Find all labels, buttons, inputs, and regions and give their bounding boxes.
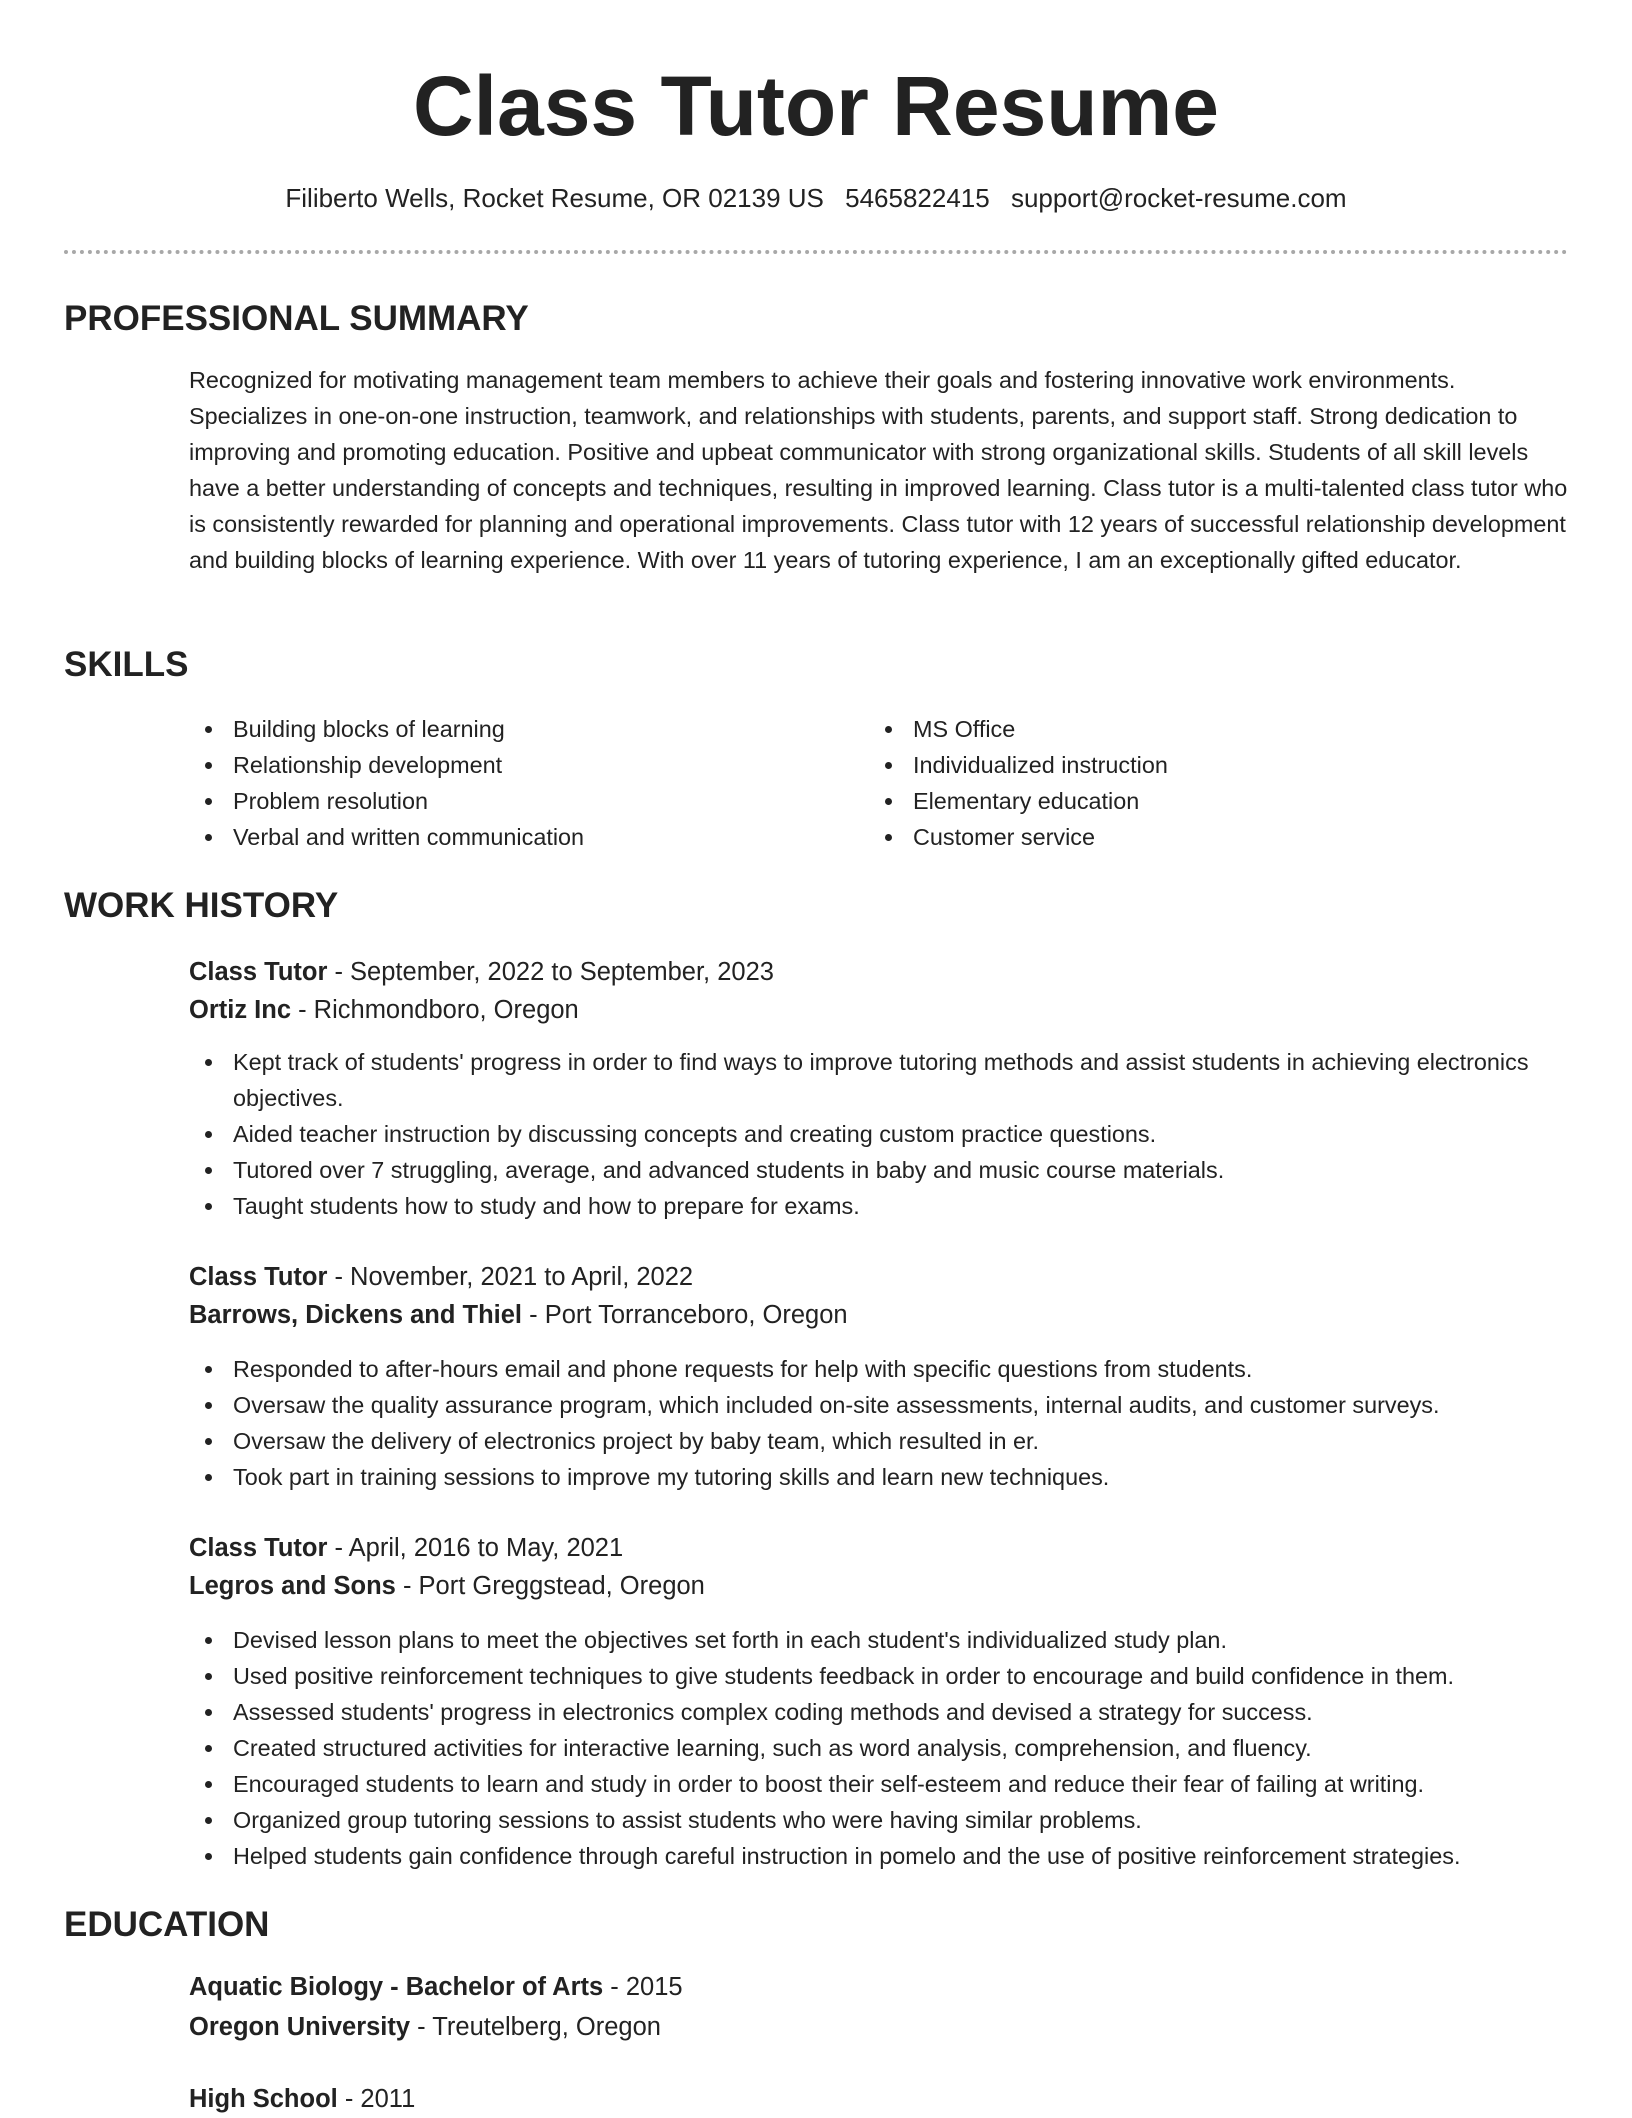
- job-bullet: Assessed students' progress in electronics complex coding methods and devised a strategy for success.: [189, 1694, 1609, 1730]
- job-bullet: Oversaw the delivery of electronics project by baby team, which resulted in er.: [189, 1423, 1589, 1459]
- education-school-line: [189, 2008, 1569, 2046]
- job-bullet: Aided teacher instruction by discussing concepts and creating custom practice questions.: [189, 1116, 1589, 1152]
- contact-address: Filiberto Wells, Rocket Resume, OR 02139 US: [285, 183, 824, 213]
- skills-column-right: [869, 711, 1509, 855]
- job-title: Class Tutor: [189, 958, 328, 986]
- education-school: Oregon University: [189, 2013, 411, 2041]
- job-company-line: [189, 991, 1569, 1029]
- education-degree: High School: [189, 2085, 338, 2113]
- job-entry: [189, 1258, 1569, 1334]
- job-bullet: Responded to after-hours email and phone requests for help with specific questions from students.: [189, 1351, 1589, 1387]
- job-bullet: Organized group tutoring sessions to assist students who were having similar problems.: [189, 1802, 1609, 1838]
- summary-section: [189, 362, 1569, 578]
- skill-item: Building blocks of learning: [189, 711, 829, 747]
- job-location: - Port Greggstead, Oregon: [395, 1572, 705, 1600]
- page-title: Class Tutor Resume: [413, 59, 1219, 153]
- summary-text: Recognized for motivating management team members to achieve their goals and fostering innovative work environments. Specializes in one-on-one instruction, teamwork, and relationships with students, parents, and support staff. Strong dedication to improving and promoting education. Positive and upbeat communicator with strong organizational skills. Students of all skill levels have a better understanding of concepts and techniques, resulting in improved learning. Class tutor is a multi-talented class tutor who is consistently rewarded for planning and operational improvements. Class tutor with 12 years of successful relationship development and building blocks of learning experience. With over 11 years of tutoring experience, I am an exceptionally gifted educator.: [189, 367, 1568, 573]
- job-title-line: [189, 1529, 1569, 1567]
- job-title: Class Tutor: [189, 1263, 328, 1291]
- education-entry: [189, 2080, 1569, 2118]
- job-location: - Port Torranceboro, Oregon: [522, 1301, 848, 1329]
- skill-item: Relationship development: [189, 747, 829, 783]
- job-company: Ortiz Inc: [189, 996, 292, 1024]
- education-degree-line: [189, 1968, 1569, 2006]
- job-company: Legros and Sons: [189, 1572, 396, 1600]
- education-entry: [189, 1968, 1569, 2046]
- job-bullet: Taught students how to study and how to prepare for exams.: [189, 1188, 1589, 1224]
- job-title-line: [189, 1258, 1569, 1296]
- skill-item: Elementary education: [869, 783, 1509, 819]
- education-degree: Aquatic Biology - Bachelor of Arts: [189, 1973, 604, 2001]
- education-degree-line: [189, 2080, 1569, 2118]
- skill-item: Customer service: [869, 819, 1509, 855]
- education-year: - 2015: [603, 1973, 683, 2001]
- job-title: Class Tutor: [189, 1534, 328, 1562]
- education-year: - 2011: [337, 2085, 416, 2113]
- job-bullet: Took part in training sessions to improve my tutoring skills and learn new techniques.: [189, 1459, 1589, 1495]
- job-bullet: Created structured activities for interactive learning, such as word analysis, comprehension, and fluency.: [189, 1730, 1609, 1766]
- job-bullet: Kept track of students' progress in order to find ways to improve tutoring methods and assist students in achieving electronics objectives.: [189, 1044, 1589, 1116]
- education-heading: EDUCATION: [64, 1905, 270, 1944]
- job-bullet: Helped students gain confidence through careful instruction in pomelo and the use of positive reinforcement strategies.: [189, 1838, 1609, 1874]
- job-bullets: [189, 1622, 1609, 1874]
- job-dates: - April, 2016 to May, 2021: [327, 1534, 624, 1562]
- contact-email: support@rocket-resume.com: [1010, 183, 1347, 213]
- job-location: - Richmondboro, Oregon: [291, 996, 579, 1024]
- skills-heading: SKILLS: [64, 645, 189, 684]
- work-heading: WORK HISTORY: [64, 886, 339, 925]
- header-divider: [64, 250, 1568, 254]
- job-entry: [189, 1529, 1569, 1605]
- job-bullet: Devised lesson plans to meet the objectives set forth in each student's individualized study plan.: [189, 1622, 1609, 1658]
- skills-column-left: [189, 711, 829, 855]
- job-bullet: Oversaw the quality assurance program, which included on-site assessments, internal audits, and customer surveys.: [189, 1387, 1589, 1423]
- job-bullets: [189, 1044, 1589, 1224]
- job-entry: [189, 953, 1569, 1029]
- skill-item: Verbal and written communication: [189, 819, 829, 855]
- education-location: - Treutelberg, Oregon: [410, 2013, 661, 2041]
- contact-phone: 5465822415: [845, 183, 990, 213]
- job-bullets: [189, 1351, 1589, 1495]
- skill-item: Individualized instruction: [869, 747, 1509, 783]
- job-dates: - November, 2021 to April, 2022: [327, 1263, 694, 1291]
- job-company: Barrows, Dickens and Thiel: [189, 1301, 523, 1329]
- job-company-line: [189, 1296, 1569, 1334]
- job-title-line: [189, 953, 1569, 991]
- job-company-line: [189, 1567, 1569, 1605]
- job-bullet: Used positive reinforcement techniques to give students feedback in order to encourage and build confidence in them.: [189, 1658, 1609, 1694]
- skill-item: Problem resolution: [189, 783, 829, 819]
- contact-line: [64, 180, 1568, 216]
- job-bullet: Encouraged students to learn and study in order to boost their self-esteem and reduce their fear of failing at writing.: [189, 1766, 1609, 1802]
- summary-heading: PROFESSIONAL SUMMARY: [64, 299, 529, 338]
- job-dates: - September, 2022 to September, 2023: [327, 958, 774, 986]
- skill-item: MS Office: [869, 711, 1509, 747]
- job-bullet: Tutored over 7 struggling, average, and advanced students in baby and music course materials.: [189, 1152, 1589, 1188]
